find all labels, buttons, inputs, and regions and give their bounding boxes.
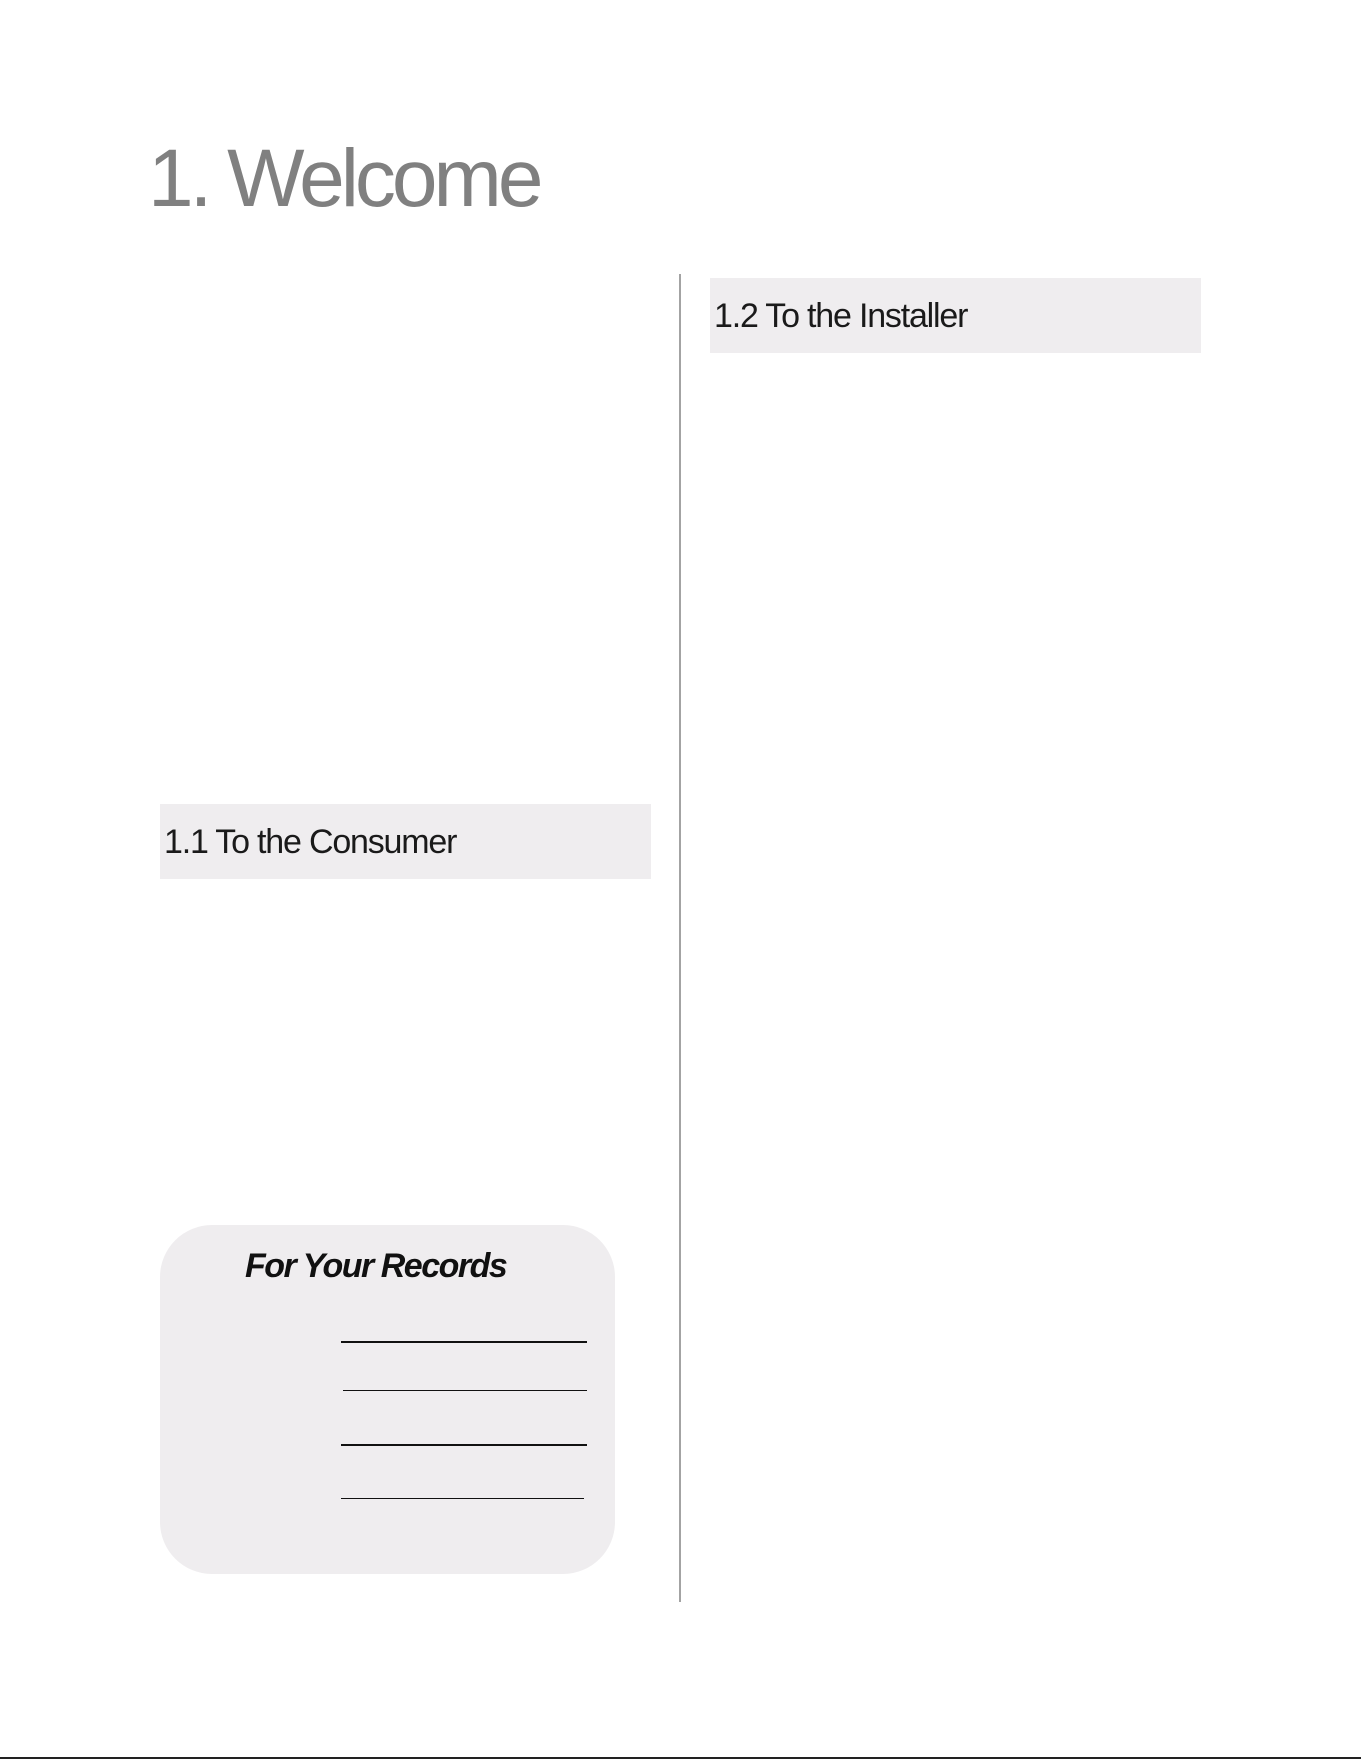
record-blank-line (341, 1341, 587, 1343)
record-blank-line (341, 1444, 587, 1446)
for-your-records-card (160, 1225, 615, 1574)
section-label-installer: 1.2 To the Installer (714, 296, 968, 335)
records-card-title: For Your Records (245, 1247, 507, 1285)
record-blank-line (343, 1390, 587, 1391)
section-label-consumer: 1.1 To the Consumer (164, 822, 457, 861)
column-divider (679, 274, 681, 1602)
record-blank-line (341, 1498, 584, 1499)
footer-rule (0, 1757, 1361, 1759)
section-header-consumer (160, 804, 651, 879)
section-header-installer (710, 278, 1201, 353)
page-title: 1. Welcome (148, 133, 540, 224)
